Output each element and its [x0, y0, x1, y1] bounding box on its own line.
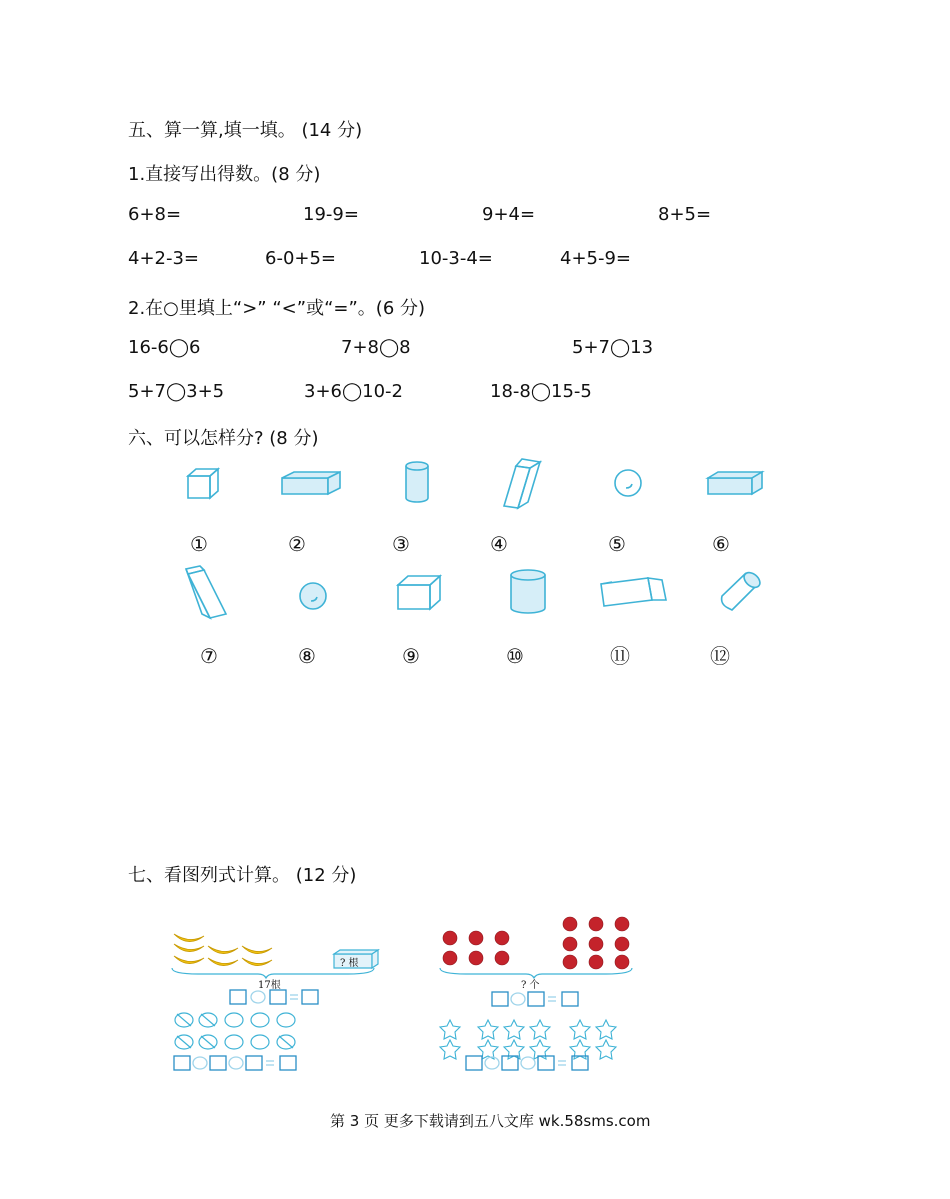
bananas-figure: [168, 926, 388, 1074]
star-icon: [570, 1020, 590, 1039]
banana-icon: [208, 958, 238, 966]
shape-8-sphere-icon: [297, 580, 329, 612]
shape-3-cylinder-icon: [403, 460, 431, 506]
banana-icon: [174, 934, 204, 942]
shape-10-cylinder-icon: [508, 568, 548, 616]
apple-icon: [563, 937, 577, 951]
star-icon: [504, 1020, 524, 1039]
apple-group: [443, 917, 629, 969]
shape-label-3: ③: [392, 532, 410, 556]
compare-r1-3: 5+7◯13: [572, 337, 654, 358]
bananas-box-label: ? 根: [340, 958, 359, 969]
shape-label-9: ⑨: [402, 644, 420, 668]
shape-label-7: ⑦: [200, 644, 218, 668]
apple-icon: [589, 955, 603, 969]
stars: [440, 1020, 616, 1059]
section7-title: 七、看图列式计算。 (12 分): [128, 865, 357, 886]
apple-icon: [589, 917, 603, 931]
banana-icon: [174, 956, 204, 964]
compare-r1-1: 16-6◯6: [128, 337, 201, 358]
section5-title: 五、算一算,填一填。 (14 分): [128, 120, 363, 141]
expr-r1-2: 19-9=: [303, 204, 359, 225]
shape-label-1: ①: [190, 532, 208, 556]
page-footer: 第 3 页 更多下载请到五八文库 wk.58sms.com: [330, 1112, 651, 1130]
apples-figure: [436, 914, 646, 1074]
compare-r2-1: 5+7◯3+5: [128, 381, 225, 402]
apples-total-label: ? 个: [521, 980, 540, 991]
shape-6-cuboid-icon: [706, 470, 766, 496]
banana-group: [174, 934, 272, 966]
shape-12-tilted-cylinder-icon: [716, 568, 766, 614]
banana-icon: [208, 946, 238, 954]
q2-title: 2.在○里填上“>” “<”或“=”。(6 分): [128, 298, 426, 319]
shape-5-sphere-icon: [612, 467, 644, 499]
apple-icon: [495, 931, 509, 945]
expr-r1-1: 6+8=: [128, 204, 182, 225]
expr-r1-3: 9+4=: [482, 204, 536, 225]
shape-label-8: ⑧: [298, 644, 316, 668]
shape-label-10: ⑩: [506, 644, 524, 668]
shape-2-cuboid-icon: [280, 470, 344, 496]
q1-title: 1.直接写出得数。(8 分): [128, 164, 321, 185]
star-icon: [478, 1020, 498, 1039]
apple-icon: [443, 951, 457, 965]
compare-r1-2: 7+8◯8: [341, 337, 411, 358]
shape-label-6: ⑥: [712, 532, 730, 556]
shape-9-cube-icon: [396, 573, 444, 611]
apple-icon: [443, 931, 457, 945]
section6-title: 六、可以怎样分? (8 分): [128, 428, 319, 449]
banana-icon: [242, 958, 272, 966]
apple-icon: [563, 955, 577, 969]
star-icon: [440, 1020, 460, 1039]
apple-answer-boxes: [492, 992, 578, 1006]
expr-r2-4: 4+5-9=: [560, 248, 632, 269]
banana-answer-boxes-2: [174, 1056, 296, 1070]
apple-icon: [469, 931, 483, 945]
star-icon: [596, 1040, 616, 1059]
shape-1-cube-icon: [186, 466, 222, 502]
expr-r2-1: 4+2-3=: [128, 248, 200, 269]
compare-r2-3: 18-8◯15-5: [490, 381, 592, 402]
apple-icon: [589, 937, 603, 951]
apple-icon: [615, 937, 629, 951]
shape-7-tilted-cuboid-icon: [184, 564, 230, 622]
apple-icon: [615, 955, 629, 969]
crossed-circles: [175, 1013, 295, 1049]
shape-11-cuboid-icon: [598, 574, 670, 610]
compare-r2-2: 3+6◯10-2: [304, 381, 403, 402]
shape-label-12: ⑫: [710, 644, 730, 668]
shape-label-11: ⑪: [610, 644, 630, 668]
bananas-total-label: 17根: [258, 980, 281, 991]
star-icon: [530, 1020, 550, 1039]
shape-label-2: ②: [288, 532, 306, 556]
shape-label-5: ⑤: [608, 532, 626, 556]
expr-r2-3: 10-3-4=: [419, 248, 493, 269]
banana-answer-boxes: [230, 990, 318, 1004]
shape-4-tilted-cuboid-icon: [500, 456, 546, 512]
expr-r2-2: 6-0+5=: [265, 248, 337, 269]
apple-icon: [563, 917, 577, 931]
banana-icon: [174, 944, 204, 952]
shape-label-4: ④: [490, 532, 508, 556]
apple-icon: [495, 951, 509, 965]
apple-icon: [469, 951, 483, 965]
expr-r1-4: 8+5=: [658, 204, 712, 225]
apple-icon: [615, 917, 629, 931]
star-icon: [440, 1040, 460, 1059]
star-icon: [596, 1020, 616, 1039]
banana-icon: [242, 946, 272, 954]
